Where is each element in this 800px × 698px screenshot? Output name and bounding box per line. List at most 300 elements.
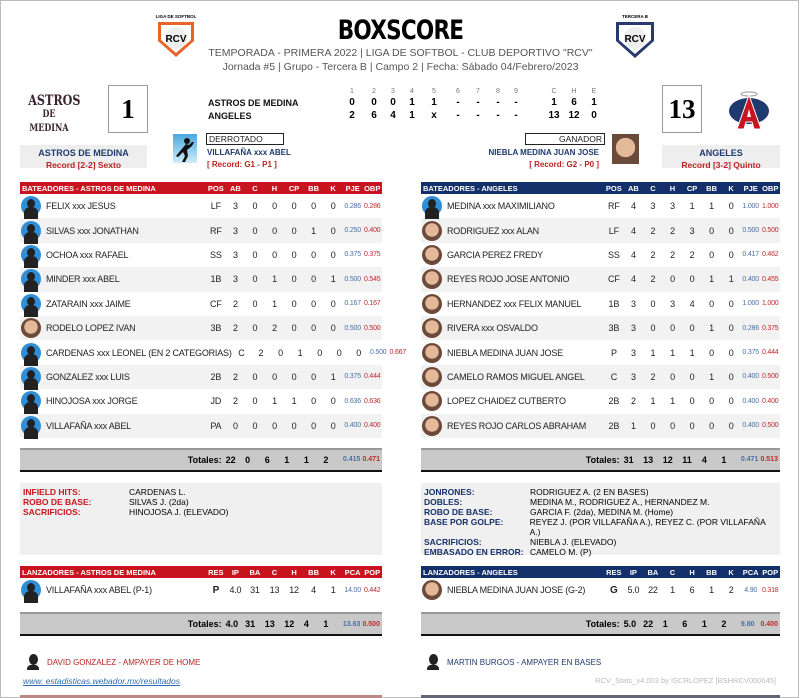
stat-ab: 3 bbox=[630, 347, 636, 358]
stat-pje: 0.375 bbox=[344, 373, 361, 381]
stat-obp: 0.375 bbox=[761, 324, 779, 332]
player-row[interactable] bbox=[20, 292, 382, 316]
stat-k: 0 bbox=[330, 298, 336, 309]
stat-pje: 0.400 bbox=[344, 422, 361, 430]
stat-h: 0 bbox=[272, 201, 277, 212]
stat-ba: 31 bbox=[250, 585, 260, 596]
game-info: Jornada #5 | Grupo - Tercera B | Campo 2 | Fecha: Sábado 04/Febrero/2023 bbox=[222, 61, 579, 73]
stat-pje: 0.417 bbox=[742, 251, 759, 259]
team-total: 0 bbox=[591, 110, 597, 121]
home-batting-table bbox=[421, 182, 780, 472]
stat-h: 0 bbox=[670, 323, 675, 334]
stat-obp: 0.167 bbox=[363, 300, 381, 308]
astros-logo: ASTROS DE MEDINA bbox=[28, 93, 81, 134]
stat-ab: 3 bbox=[232, 225, 238, 236]
player-row[interactable] bbox=[421, 243, 780, 267]
stat-h: 0 bbox=[272, 371, 277, 382]
svg-text:TERCERA B: TERCERA B bbox=[621, 14, 649, 19]
stat-c: 0 bbox=[252, 249, 258, 260]
inning-runs: - bbox=[456, 97, 460, 108]
stat-cp: 0 bbox=[317, 347, 322, 358]
stat-h: 3 bbox=[670, 298, 675, 309]
stat-pje: 0.500 bbox=[344, 275, 361, 283]
stat-pje: 0.375 bbox=[742, 349, 759, 357]
stat-pos: CF bbox=[608, 274, 620, 285]
totals-header: C bbox=[551, 88, 557, 95]
stat-k: 0 bbox=[330, 249, 336, 260]
pitcher-silhouette-icon bbox=[173, 134, 197, 163]
player-avatar-icon bbox=[21, 391, 41, 411]
total-value: 1 bbox=[662, 619, 668, 630]
stat-pos: C bbox=[610, 371, 617, 382]
player-row[interactable] bbox=[421, 267, 780, 291]
stat-c: 0 bbox=[650, 323, 656, 334]
player-row[interactable] bbox=[421, 340, 780, 364]
stat-k: 0 bbox=[330, 225, 336, 236]
totals-row: Totales: 22 0 6 1 1 2 0.415 0.471 bbox=[20, 448, 382, 472]
stat-cp: 0 bbox=[291, 274, 297, 285]
stat-ab: 3 bbox=[630, 298, 636, 309]
player-row[interactable] bbox=[421, 292, 780, 316]
svg-text:LIGA DE SOFTBOL: LIGA DE SOFTBOL bbox=[155, 14, 197, 19]
league-logo bbox=[155, 13, 197, 57]
stat-pos: 2B bbox=[608, 396, 620, 407]
player-row[interactable] bbox=[20, 194, 382, 218]
player-row[interactable] bbox=[421, 389, 780, 413]
stat-obp: 1.000 bbox=[761, 300, 779, 308]
stat-bb: 0 bbox=[709, 396, 714, 407]
stat-ab: 3 bbox=[232, 274, 238, 285]
player-row[interactable] bbox=[421, 414, 780, 438]
stat-k: 0 bbox=[728, 323, 734, 334]
stat-bb: 1 bbox=[311, 225, 316, 236]
stat-k: 0 bbox=[728, 347, 734, 358]
stat-h: 1 bbox=[272, 274, 277, 285]
stat-ab: 4 bbox=[630, 225, 636, 236]
stat-pos: JD bbox=[210, 396, 222, 407]
winner-label: GANADOR bbox=[525, 133, 605, 145]
player-avatar-icon bbox=[422, 416, 442, 436]
stat-pos: RF bbox=[608, 201, 620, 212]
stat-k: 1 bbox=[330, 371, 336, 382]
stat-pje: 0.167 bbox=[344, 300, 361, 308]
player-name: ZATARAIN xxx JAIME bbox=[46, 298, 131, 309]
stat-bb: 1 bbox=[709, 371, 714, 382]
stat-ab: 2 bbox=[258, 347, 264, 358]
player-row[interactable] bbox=[421, 316, 780, 340]
stat-pje: 1.000 bbox=[742, 202, 759, 210]
player-name: HINOJOSA xxx JORGE bbox=[46, 396, 138, 407]
player-name: MEDINA xxx MAXIMILIANO bbox=[447, 201, 555, 212]
inning-number: 4 bbox=[410, 88, 414, 95]
stat-h: 3 bbox=[670, 201, 675, 212]
stat-k: 1 bbox=[330, 274, 336, 285]
stat-pos: 1B bbox=[210, 274, 222, 285]
stat-pos: 3B bbox=[210, 323, 222, 334]
stat-pje: 1.000 bbox=[742, 300, 759, 308]
away-score: 1 bbox=[108, 85, 148, 133]
player-row[interactable] bbox=[20, 389, 382, 413]
umpire-home: DAVID GONZALEZ - AMPAYER DE HOME bbox=[27, 654, 200, 670]
results-link[interactable]: www. estadisticas.webador.mx/resultados bbox=[23, 676, 181, 686]
total-value: 6 bbox=[682, 619, 688, 630]
stat-bb: 0 bbox=[311, 298, 316, 309]
umpire-bases: MARTIN BURGOS - AMPAYER EN BASES bbox=[427, 654, 601, 670]
stat-ab: 2 bbox=[232, 298, 238, 309]
stat-h: 2 bbox=[272, 323, 277, 334]
note-row: SACRIFICIOS: NIEBLA J. (ELEVADO) bbox=[424, 537, 617, 547]
player-name: FELIX xxx JESUS bbox=[46, 201, 116, 212]
stat-c: 0 bbox=[252, 298, 258, 309]
away-pitching-table bbox=[20, 566, 382, 636]
total-value: 1 bbox=[303, 454, 309, 465]
inning-runs: 0 bbox=[390, 97, 396, 108]
total-value: 4 bbox=[303, 619, 309, 630]
total-value: 0 bbox=[245, 454, 251, 465]
stat-k: 0 bbox=[330, 201, 336, 212]
totals-header: E bbox=[591, 88, 597, 95]
stat-ab: 4 bbox=[630, 201, 636, 212]
stat-obp: 0.462 bbox=[761, 251, 779, 259]
stat-h: 1 bbox=[670, 347, 675, 358]
stat-bb: 0 bbox=[709, 225, 714, 236]
inning-runs: 4 bbox=[390, 110, 396, 121]
stat-h: 1 bbox=[670, 396, 675, 407]
total-value: 2 bbox=[323, 454, 329, 465]
total-value: 22 bbox=[643, 619, 654, 630]
player-avatar-icon bbox=[21, 416, 41, 436]
stat-bb: 0 bbox=[709, 420, 714, 431]
stat-c: 0 bbox=[252, 274, 258, 285]
player-avatar-icon bbox=[21, 580, 41, 600]
stat-pos: 1B bbox=[608, 298, 620, 309]
stat-cp: 0 bbox=[689, 420, 695, 431]
player-row[interactable] bbox=[421, 218, 780, 242]
stat-cp: 0 bbox=[689, 323, 695, 334]
player-row[interactable] bbox=[20, 578, 382, 602]
stat-pos: P bbox=[610, 347, 617, 358]
inning-runs: - bbox=[456, 110, 460, 121]
stat-k: 0 bbox=[330, 420, 336, 431]
inning-runs: x bbox=[431, 110, 437, 121]
stat-obp: 0.667 bbox=[389, 349, 407, 357]
total-value: 0.471 bbox=[740, 456, 759, 464]
inning-runs: 0 bbox=[349, 97, 355, 108]
player-row[interactable] bbox=[421, 194, 780, 218]
stat-k: 1 bbox=[728, 274, 734, 285]
player-name: MINDER xxx ABEL bbox=[46, 274, 120, 285]
stat-c: 1 bbox=[650, 347, 656, 358]
stat-obp: 0.400 bbox=[363, 422, 381, 430]
stat-pos: LF bbox=[608, 225, 619, 236]
linescore-team: ASTROS DE MEDINA bbox=[208, 98, 299, 108]
stat-obp: 0.500 bbox=[363, 324, 381, 332]
player-avatar-icon bbox=[21, 245, 41, 265]
stat-bb: 0 bbox=[311, 201, 316, 212]
player-avatar-icon bbox=[21, 367, 41, 387]
stat-h: 0 bbox=[670, 371, 675, 382]
winner-name: NIEBLA MEDINA JUAN JOSE bbox=[488, 148, 599, 157]
stat-pje: 0.400 bbox=[742, 275, 759, 283]
player-name: HERNANDEZ xxx FELIX MANUEL bbox=[447, 298, 582, 309]
stat-c: 0 bbox=[252, 371, 258, 382]
home-score: 13 bbox=[662, 85, 702, 133]
total-value: 5.0 bbox=[623, 619, 637, 630]
home-pitching-table bbox=[421, 566, 780, 636]
stat-ab: 4 bbox=[630, 274, 636, 285]
stat-cp: 1 bbox=[689, 347, 695, 358]
stat-c: 0 bbox=[252, 323, 258, 334]
player-avatar-icon bbox=[21, 269, 41, 289]
player-name: RODELO LOPEZ IVAN bbox=[46, 323, 136, 334]
stat-obp: 0.636 bbox=[363, 397, 381, 405]
stat-cp: 0 bbox=[291, 225, 297, 236]
stat-obp: 0.375 bbox=[363, 251, 381, 259]
stat-obp: 0.444 bbox=[363, 373, 381, 381]
stat-bb: 0 bbox=[709, 347, 714, 358]
player-name: GARCIA PEREZ FREDY bbox=[447, 249, 543, 260]
stat-bb: 0 bbox=[709, 298, 714, 309]
stat-h: 2 bbox=[670, 225, 675, 236]
totals-row: Totales: 4.0 31 13 12 4 1 13.63 0.500 bbox=[20, 612, 382, 636]
stat-ab: 2 bbox=[232, 323, 238, 334]
note-row: JONRONES: RODRIGUEZ A. (2 EN BASES) bbox=[424, 487, 649, 497]
table-header: BATEADORES - ANGELES POS AB C H CP BB K PJE OBP bbox=[421, 182, 780, 194]
player-avatar-icon bbox=[21, 221, 41, 241]
stat-c: 3 bbox=[650, 201, 656, 212]
umpire-icon bbox=[27, 654, 39, 670]
stat-ab: 0 bbox=[232, 420, 238, 431]
stat-ab: 2 bbox=[232, 371, 238, 382]
inning-runs: 0 bbox=[371, 97, 377, 108]
player-avatar-icon bbox=[21, 343, 41, 363]
stat-k: 0 bbox=[330, 396, 336, 407]
player-name: CARDENAS xxx LEONEL (EN 2 CATEGORIAS) bbox=[46, 347, 232, 358]
total-value: 9.80 bbox=[740, 620, 755, 628]
stat-c: 13 bbox=[269, 585, 280, 596]
team-total: 6 bbox=[571, 97, 577, 108]
player-avatar-icon bbox=[422, 391, 442, 411]
note-row: ROBO DE BASE: SILVAS J. (2da) bbox=[23, 497, 189, 507]
player-name: NIEBLA MEDINA JUAN JOSE bbox=[447, 347, 563, 358]
player-name: CAMELO RAMOS MIGUEL ANGEL bbox=[447, 371, 585, 382]
player-row[interactable] bbox=[20, 316, 382, 340]
stat-pop: 0.442 bbox=[363, 586, 381, 594]
inning-number: 1 bbox=[350, 88, 354, 95]
stat-k: 0 bbox=[728, 249, 734, 260]
stat-cp: 0 bbox=[689, 274, 695, 285]
stat-obp: 0.400 bbox=[363, 227, 381, 235]
player-row[interactable] bbox=[20, 414, 382, 438]
stat-c: 0 bbox=[252, 225, 258, 236]
umpire-icon bbox=[427, 654, 439, 670]
player-avatar-icon bbox=[21, 196, 41, 216]
stat-h: 0 bbox=[670, 420, 675, 431]
away-team-card: ASTROS DE MEDINA Record [2-2] Sexto bbox=[20, 145, 147, 168]
stat-h: 2 bbox=[670, 249, 675, 260]
team-total: 1 bbox=[591, 97, 597, 108]
inning-number: 5 bbox=[432, 88, 436, 95]
stat-ba: 22 bbox=[648, 585, 658, 596]
stat-pos: PA bbox=[210, 420, 222, 431]
stat-h: 0 bbox=[272, 225, 277, 236]
away-batting-table bbox=[20, 182, 407, 472]
total-value: 4 bbox=[701, 454, 707, 465]
stat-cp: 2 bbox=[689, 249, 695, 260]
away-notes bbox=[20, 483, 382, 555]
version-text: RCV_Stats_v4.003 by ISCRLOPEZ [BSHRCV000645] bbox=[595, 676, 776, 685]
stat-pop: 0.318 bbox=[761, 586, 779, 594]
total-value: 0.471 bbox=[362, 456, 380, 464]
player-row[interactable] bbox=[421, 365, 780, 389]
note-row: INFIELD HITS: CARDENAS L. bbox=[23, 487, 186, 497]
table-header: BATEADORES - ASTROS DE MEDINA POS AB C H CP BB K PJE OBP bbox=[20, 182, 382, 194]
stat-pje: 0.400 bbox=[742, 373, 759, 381]
stat-c: 0 bbox=[278, 347, 283, 358]
stat-h: 1 bbox=[297, 347, 303, 358]
player-avatar-icon bbox=[422, 343, 442, 363]
stat-bb: 0 bbox=[311, 323, 316, 334]
loser-record: [ Record: G1 - P1 ] bbox=[207, 160, 277, 169]
stat-bb: 1 bbox=[709, 585, 714, 596]
stat-pje: 0.636 bbox=[344, 397, 361, 405]
stat-h: 0 bbox=[272, 249, 277, 260]
stat-res: G bbox=[610, 584, 618, 596]
stat-pos: 3B bbox=[608, 323, 620, 334]
loser-label: DERROTADO bbox=[206, 133, 284, 145]
player-avatar-icon bbox=[422, 245, 442, 265]
inning-runs: - bbox=[496, 97, 500, 108]
inning-number: 2 bbox=[372, 88, 376, 95]
player-name: VILLAFAÑA xxx ABEL (P-1) bbox=[46, 585, 152, 596]
stat-ab: 3 bbox=[232, 201, 238, 212]
totals-row: Totales: 5.0 22 1 6 1 2 9.80 0.400 bbox=[421, 612, 780, 636]
stat-ab: 2 bbox=[630, 396, 636, 407]
stat-pje: 0.375 bbox=[344, 251, 361, 259]
inning-runs: 1 bbox=[409, 110, 415, 121]
season-info: TEMPORADA - PRIMERA 2022 | LIGA DE SOFTBOL - CLUB DEPORTIVO "RCV" bbox=[208, 47, 593, 59]
total-value: 4.0 bbox=[225, 619, 239, 630]
player-avatar-icon bbox=[422, 221, 442, 241]
stat-pos: LF bbox=[210, 201, 221, 212]
stat-c: 0 bbox=[252, 420, 258, 431]
stat-obp: 0.400 bbox=[761, 397, 779, 405]
inning-number: 3 bbox=[391, 88, 395, 95]
total-value: 0.415 bbox=[342, 456, 361, 464]
stat-k: 0 bbox=[728, 201, 734, 212]
stat-pos: SS bbox=[210, 249, 222, 260]
division-logo bbox=[613, 13, 655, 57]
stat-c: 2 bbox=[650, 249, 656, 260]
stat-bb: 0 bbox=[311, 371, 316, 382]
total-value: 0.400 bbox=[760, 620, 778, 628]
inning-runs: - bbox=[476, 97, 480, 108]
stat-c: 2 bbox=[650, 371, 656, 382]
stat-c: 0 bbox=[252, 396, 258, 407]
team-total: 12 bbox=[568, 110, 580, 121]
stat-cp: 3 bbox=[689, 225, 695, 236]
stat-pca: 14.00 bbox=[344, 586, 361, 594]
stat-h: 6 bbox=[689, 585, 695, 596]
stat-bb: 0 bbox=[709, 249, 714, 260]
angels-logo bbox=[727, 89, 771, 136]
player-row[interactable] bbox=[20, 365, 382, 389]
stat-k: 0 bbox=[728, 298, 734, 309]
home-notes bbox=[421, 483, 780, 555]
stat-bb: 0 bbox=[311, 396, 316, 407]
stat-ab: 3 bbox=[630, 323, 636, 334]
player-name: REYES ROJO JOSE ANTONIO bbox=[447, 274, 570, 285]
stat-k: 0 bbox=[728, 371, 734, 382]
stat-k: 0 bbox=[330, 323, 336, 334]
stat-bb: 0 bbox=[336, 347, 342, 358]
player-row[interactable] bbox=[20, 218, 382, 242]
stat-c: 1 bbox=[670, 585, 675, 596]
total-value: 13 bbox=[643, 454, 654, 465]
stat-cp: 0 bbox=[689, 396, 695, 407]
stat-pos: RF bbox=[210, 225, 222, 236]
note-row: SACRIFICIOS: HINOJOSA J. (ELEVADO) bbox=[23, 507, 229, 517]
inning-number: 6 bbox=[456, 88, 460, 95]
stat-obp: 0.500 bbox=[761, 227, 779, 235]
stat-cp: 0 bbox=[291, 420, 297, 431]
player-row[interactable] bbox=[20, 243, 382, 267]
total-value: 31 bbox=[623, 454, 634, 465]
stat-k: 0 bbox=[728, 396, 734, 407]
player-name: LOPEZ CHAIDEZ CUTBERTO bbox=[447, 396, 566, 407]
player-row[interactable] bbox=[421, 578, 780, 602]
linescore-team: ANGELES bbox=[208, 111, 252, 121]
player-avatar-icon bbox=[422, 367, 442, 387]
inning-runs: 1 bbox=[431, 97, 437, 108]
total-value: 12 bbox=[662, 454, 673, 465]
stat-h: 0 bbox=[670, 274, 675, 285]
total-value: 22 bbox=[225, 454, 236, 465]
total-value: 2 bbox=[721, 619, 727, 630]
note-row: BASE POR GOLPE: REYEZ J. (POR VILLAFAÑA A.), REYEZ C. (POR VILLAFAÑA A.) bbox=[424, 517, 766, 537]
player-avatar-icon bbox=[422, 196, 442, 216]
inning-runs: - bbox=[514, 110, 518, 121]
stat-pje: 0.400 bbox=[742, 397, 759, 405]
stat-ab: 3 bbox=[630, 371, 636, 382]
inning-number: 7 bbox=[476, 88, 480, 95]
stat-c: 2 bbox=[650, 225, 656, 236]
total-value: 1 bbox=[701, 619, 707, 630]
home-team-card: ANGELES Record [3-2] Quinto bbox=[662, 145, 780, 168]
stat-bb: 1 bbox=[709, 274, 714, 285]
stat-c: 0 bbox=[252, 201, 258, 212]
stat-ip: 5.0 bbox=[627, 585, 640, 596]
stat-ab: 3 bbox=[232, 249, 238, 260]
stat-k: 0 bbox=[728, 420, 734, 431]
stat-pje: 0.400 bbox=[742, 422, 759, 430]
stat-pca: 4.90 bbox=[744, 586, 758, 594]
stat-pje: 0.286 bbox=[742, 324, 759, 332]
total-value: 0.500 bbox=[362, 620, 380, 628]
table-header: LANZADORES - ANGELES RES IP BA C H BB K PCA POP bbox=[421, 566, 780, 578]
stat-pje: 0.500 bbox=[369, 349, 387, 357]
player-row[interactable] bbox=[20, 267, 382, 291]
total-value: 1 bbox=[721, 454, 727, 465]
player-row[interactable] bbox=[20, 340, 407, 364]
stat-h: 1 bbox=[272, 396, 277, 407]
total-value: 0.513 bbox=[760, 456, 778, 464]
stat-k: 0 bbox=[356, 347, 362, 358]
stat-obp: 1.000 bbox=[761, 202, 779, 210]
stat-obp: 0.286 bbox=[363, 202, 381, 210]
stat-cp: 0 bbox=[689, 371, 695, 382]
note-row: EMBASADO EN ERROR: CAMELO M. (P) bbox=[424, 547, 592, 557]
